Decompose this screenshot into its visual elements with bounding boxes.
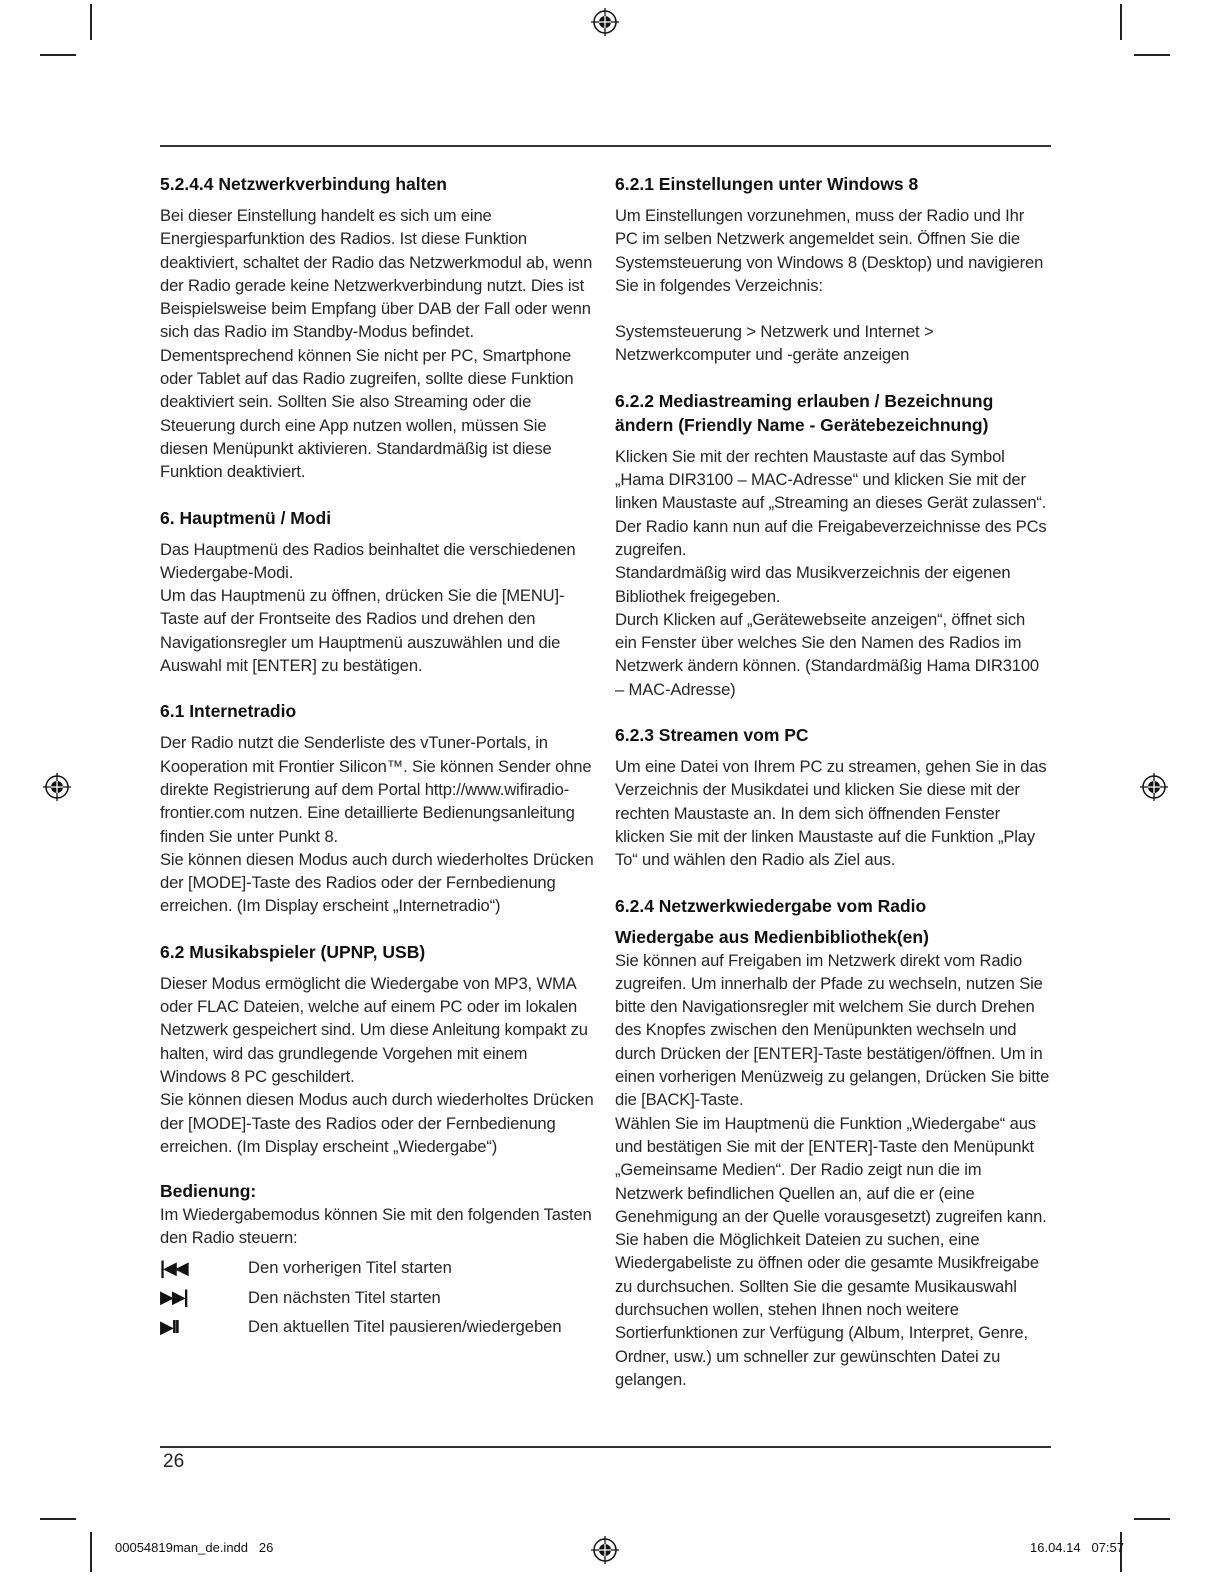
paragraph: Um eine Datei von Ihrem PC zu streamen, gehen Sie in das Verzeichnis der Musikdatei und klicken Sie diese mit der rechten Maustaste an. In dem sich öffnenden Fenster klicken Sie mit der linken Maustaste auf die Funktion „Play To“ und wählen den Radio als Ziel aus. [615,757,1047,870]
section-heading: 6.2.3 Streamen vom PC [615,725,809,746]
file-name: 00054819man_de.indd 26 [115,1540,274,1555]
section-heading: 6.2 Musikabspieler (UPNP, USB) [160,941,426,962]
bottom-rule [160,1446,1051,1448]
section-62 [160,940,596,1158]
crop-mark [1120,4,1122,40]
crop-mark [1134,54,1170,56]
paragraph: Das Hauptmenü des Radios beinhaltet die verschiedenen Wiedergabe-Modi. [160,539,576,582]
control-label: Den vorherigen Titel starten [248,1258,452,1278]
paragraph: Wählen Sie im Hauptmenü die Funktion „Wiedergabe“ aus und bestätigen Sie mit der [ENTER]-Taste den Menüpunkt „Gemeinsame Medien“. Der Radio zeigt nun die im Netzwerk befindlichen Quellen an, auf die er (eine Genehmigung an der Quelle vorausgesetzt) zugreifen kann. Sie haben die Möglichkeit Dateien zu suchen, eine Wiedergabeliste zu öffnen oder die gesamte Musikfreigabe zu durchsuchen. Sollten Sie die gesamte Musikauswahl durchsuchen wollen, stehen Ihnen noch weitere Sortierfunktionen zur Verfügung (Album, Interpret, Genre, Ordner, usw.) um schneller zur gewünschten Datei zu gelangen. [615,1113,1047,1389]
subheading: Wiedergabe aus Medienbibliothek(en) [615,926,929,947]
paragraph: Dieser Modus ermöglicht die Wiedergabe von MP3, WMA oder FLAC Dateien, welche auf einem PC oder im lokalen Netzwerk gespeichert sind. Um diese Anleitung kompakt zu halten, wird das grundlegende Vorgehen mit einem Windows 8 PC geschildert. [160,973,588,1086]
paragraph: Durch Klicken auf „Gerätewebseite anzeigen“, öffnet sich ein Fenster über welches Sie den Namen des Radios im Netzwerk ändern können. (Standardmäßig Hama DIR3100 – MAC-Adresse) [615,609,1040,699]
play-pause-icon: ▶II [160,1316,178,1337]
paragraph: Um das Hauptmenü zu öffnen, drücken Sie die [MENU]-Taste auf der Frontseite des Radios und drehen den Navigationsregler um Hauptmenü auszuwählen und die Auswahl mit [ENTER] zu bestätigen. [160,586,565,676]
section-heading: 6.1 Internetradio [160,701,297,722]
paragraph: Systemsteuerung > Netzwerk und Internet > Netzwerkcomputer und -geräte anzeigen [615,322,934,365]
section-623 [615,723,1051,871]
registration-mark-icon [42,772,72,802]
section-5244 [160,172,596,484]
paragraph: Standardmäßig wird das Musikverzeichnis der eigenen Bibliothek freigegeben. [615,563,1011,606]
crop-mark [90,1532,92,1572]
control-label: Den nächsten Titel starten [248,1287,441,1307]
section-622 [615,389,1051,701]
registration-mark-icon [590,7,620,37]
paragraph: Klicken Sie mit der rechten Maustaste auf das Symbol „Hama DIR3100 – MAC-Adresse“ und klicken Sie mit der linken Maustaste auf „Streaming an dieses Gerät zulassen“. Der Radio kann nun auf die Freigabeverzeichnisse des PCs zugreifen. [615,446,1047,559]
crop-mark [40,1518,76,1520]
next-track-icon: ▶▶| [160,1287,187,1308]
paragraph: Bei dieser Einstellung handelt es sich um eine Energiesparfunktion des Radios. Ist diese Funktion deaktiviert, schaltet der Radio das Netzwerkmodul ab, wenn der Radio gerade keine Netzwerkverbindung nutzt. Dies ist Beispielsweise beim Empfang über DAB der Fall oder wenn sich das Radio im Standby-Modus befindet. Dementsprechend können Sie nicht per PC, Smartphone oder Tablet auf das Radio zugreifen, sollte diese Funktion deaktiviert sein. Sollten Sie also Streaming oder die Steuerung durch eine App nutzen wollen, müssen Sie diesen Menüpunkt aktivieren. Standardmäßig ist diese Funktion deaktiviert. [160,206,593,482]
left-column [160,172,596,1342]
section-bedienung [160,1180,596,1342]
page-number: 26 [163,1451,185,1472]
control-row [160,1313,596,1343]
crop-mark [1134,1518,1170,1520]
section-heading: 6.2.4 Netzwerkwiedergabe vom Radio [615,895,927,916]
section-624 [615,894,1051,1392]
section-heading: 5.2.4.4 Netzwerkverbindung halten [160,174,447,194]
crop-mark [40,54,76,56]
crop-mark [90,4,92,40]
paragraph: Sie können auf Freigaben im Netzwerk direkt vom Radio zugreifen. Um innerhalb der Pfade zu wechseln, nutzen Sie bitte den Navigationsregler mit welchem Sie durch Drehen des Knopfes zwischen den Menüpunkten wechseln und durch Drücken der [ENTER]-Taste bestätigen/öffnen. Um in einen vorherigen Menüzweig zu gelangen, Drücken Sie bitte die [BACK]-Taste. [615,950,1050,1110]
section-621 [615,172,1051,367]
section-heading: Bedienung: [160,1181,257,1202]
paragraph: Um Einstellungen vorzunehmen, muss der Radio und Ihr PC im selben Netzwerk angemeldet sein. Öffnen Sie die Systemsteuerung von Windows 8 (Desktop) und navigieren Sie in folgendes Verzeichnis: [615,206,1044,295]
top-rule [160,145,1051,147]
previous-track-icon: |◀◀ [160,1257,187,1278]
paragraph: Der Radio nutzt die Senderliste des vTuner-Portals, in Kooperation mit Frontier Silicon™. Sie können Sender ohne direkte Registrierung auf dem Portal http://www.wifiradio-frontier.com nutzen. Eine detaillierte Bedienungsanleitung finden Sie unter Punkt 8. [160,733,592,846]
section-heading: 6.2.2 Mediastreaming erlauben / Bezeichnung ändern (Friendly Name - Gerätebezeichnung) [615,390,994,435]
section-heading: 6.2.1 Einstellungen unter Windows 8 [615,174,919,194]
section-heading: 6. Hauptmenü / Modi [160,507,332,528]
paragraph: Im Wiedergabemodus können Sie mit den folgenden Tasten den Radio steuern: [160,1205,592,1248]
control-row [160,1283,596,1313]
section-61 [160,699,596,917]
control-row [160,1254,596,1284]
print-timestamp: 16.04.14 07:57 [1030,1540,1124,1555]
paragraph: Sie können diesen Modus auch durch wiederholtes Drücken der [MODE]-Taste des Radios oder der Fernbedienung erreichen. (Im Display erscheint „Internetradio“) [160,849,594,916]
paragraph: Sie können diesen Modus auch durch wiederholtes Drücken der [MODE]-Taste des Radios oder der Fernbedienung erreichen. (Im Display erscheint „Wiedergabe“) [160,1090,594,1156]
section-6 [160,506,596,678]
control-list [160,1254,596,1343]
registration-mark-icon [590,1535,620,1565]
registration-mark-icon [1139,772,1169,802]
control-label: Den aktuellen Titel pausieren/wiedergeben [248,1317,562,1337]
right-column [615,172,1051,1391]
